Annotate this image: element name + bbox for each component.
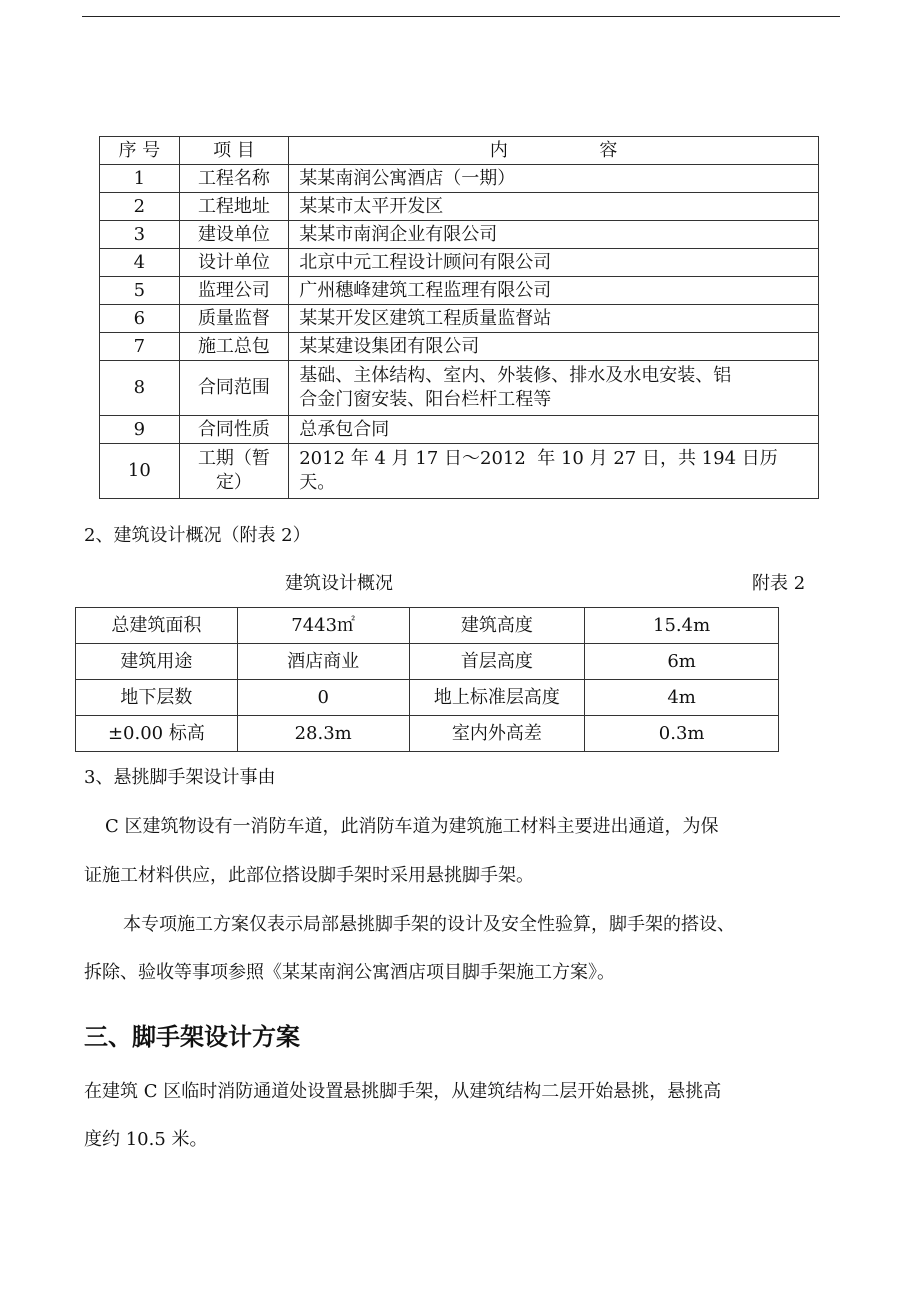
row-no: 6 — [100, 305, 180, 333]
row-content-line: 天。 — [299, 472, 336, 493]
header-item: 项 目 — [179, 137, 289, 165]
row-item: 合同范围 — [179, 361, 289, 416]
table-cell: ±0.00 标高 — [76, 716, 238, 752]
row-content: 总承包合同 — [289, 416, 819, 444]
row-content: 某某市南润企业有限公司 — [289, 221, 819, 249]
row-no: 5 — [100, 277, 180, 305]
table-row — [100, 165, 819, 193]
table-row — [100, 193, 819, 221]
table-row — [100, 444, 819, 499]
table-cell: 0 — [237, 680, 409, 716]
table-cell: 地上标准层高度 — [409, 680, 585, 716]
row-no: 1 — [100, 165, 180, 193]
header-rule — [82, 16, 840, 17]
section3-heading: 3、悬挑脚手架设计事由 — [84, 767, 276, 788]
row-no: 2 — [100, 193, 180, 221]
table-cell: 酒店商业 — [237, 644, 409, 680]
row-no: 4 — [100, 249, 180, 277]
chapter-title: 三、脚手架设计方案 — [84, 1023, 300, 1051]
design-table-note: 附表 2 — [752, 573, 806, 594]
table-row — [100, 221, 819, 249]
table-row — [76, 608, 779, 644]
row-content: 广州穗峰建筑工程监理有限公司 — [289, 277, 819, 305]
table-row — [100, 361, 819, 416]
paragraph-line: 度约 10.5 米。 — [84, 1129, 208, 1150]
row-no: 9 — [100, 416, 180, 444]
table-cell: 室内外高差 — [409, 716, 585, 752]
section2-heading: 2、建筑设计概况（附表 2） — [84, 525, 311, 546]
row-no: 8 — [100, 361, 180, 416]
row-item: 工程名称 — [179, 165, 289, 193]
table-row — [76, 716, 779, 752]
table-header-row — [100, 137, 819, 165]
paragraph-line: 本专项施工方案仅表示局部悬挑脚手架的设计及安全性验算，脚手架的搭设、 — [123, 914, 735, 935]
row-content: 某某开发区建筑工程质量监督站 — [289, 305, 819, 333]
table-cell: 首层高度 — [409, 644, 585, 680]
building-design-table — [75, 607, 779, 752]
header-content: 内 容 — [289, 137, 819, 165]
table-cell: 6m — [585, 644, 779, 680]
table-row — [76, 680, 779, 716]
project-overview-table — [99, 136, 819, 499]
paragraph-line: 证施工材料供应，此部位搭设脚手架时采用悬挑脚手架。 — [84, 865, 534, 886]
row-item: 质量监督 — [179, 305, 289, 333]
table-cell: 建筑用途 — [76, 644, 238, 680]
paragraph-line: 在建筑 C 区临时消防通道处设置悬挑脚手架，从建筑结构二层开始悬挑，悬挑高 — [84, 1081, 722, 1102]
paragraph-line: 拆除、验收等事项参照《某某南润公寓酒店项目脚手架施工方案》。 — [84, 962, 615, 983]
row-content: 某某南润公寓酒店（一期） — [289, 165, 819, 193]
table-cell: 总建筑面积 — [76, 608, 238, 644]
row-item: 设计单位 — [179, 249, 289, 277]
row-item: 监理公司 — [179, 277, 289, 305]
table-cell: 地下层数 — [76, 680, 238, 716]
table-row — [100, 305, 819, 333]
table-row — [100, 333, 819, 361]
header-no: 序 号 — [100, 137, 180, 165]
row-item: 合同性质 — [179, 416, 289, 444]
table-cell: 28.3m — [237, 716, 409, 752]
table-cell: 4m — [585, 680, 779, 716]
row-item-line: 定） — [215, 472, 252, 493]
row-no: 10 — [100, 444, 180, 499]
row-content — [289, 361, 819, 416]
table-row — [100, 416, 819, 444]
row-content — [289, 444, 819, 499]
row-item: 施工总包 — [179, 333, 289, 361]
paragraph-line: C 区建筑物设有一消防车道，此消防车道为建筑施工材料主要进出通道，为保 — [105, 816, 719, 837]
row-item: 工程地址 — [179, 193, 289, 221]
table-cell: 建筑高度 — [409, 608, 585, 644]
table-row — [100, 277, 819, 305]
row-content-line: 合金门窗安装、阳台栏杆工程等 — [299, 389, 552, 410]
row-item: 建设单位 — [179, 221, 289, 249]
table-cell: 15.4m — [585, 608, 779, 644]
row-content: 北京中元工程设计顾问有限公司 — [289, 249, 819, 277]
row-item-line: 工期（暂 — [197, 448, 270, 469]
table-cell: 0.3m — [585, 716, 779, 752]
row-content: 某某建设集团有限公司 — [289, 333, 819, 361]
table-row — [100, 249, 819, 277]
row-item — [179, 444, 289, 499]
row-content-line: 2012 年 4 月 17 日～2012 年 10 月 27 日，共 194 日历 — [299, 448, 778, 469]
table-cell: 7443㎡ — [237, 608, 409, 644]
row-content: 某某市太平开发区 — [289, 193, 819, 221]
design-table-caption: 建筑设计概况 — [285, 573, 393, 594]
row-content-line: 基础、主体结构、室内、外装修、排水及水电安装、铝 — [299, 365, 732, 386]
row-no: 7 — [100, 333, 180, 361]
row-no: 3 — [100, 221, 180, 249]
table-row — [76, 644, 779, 680]
